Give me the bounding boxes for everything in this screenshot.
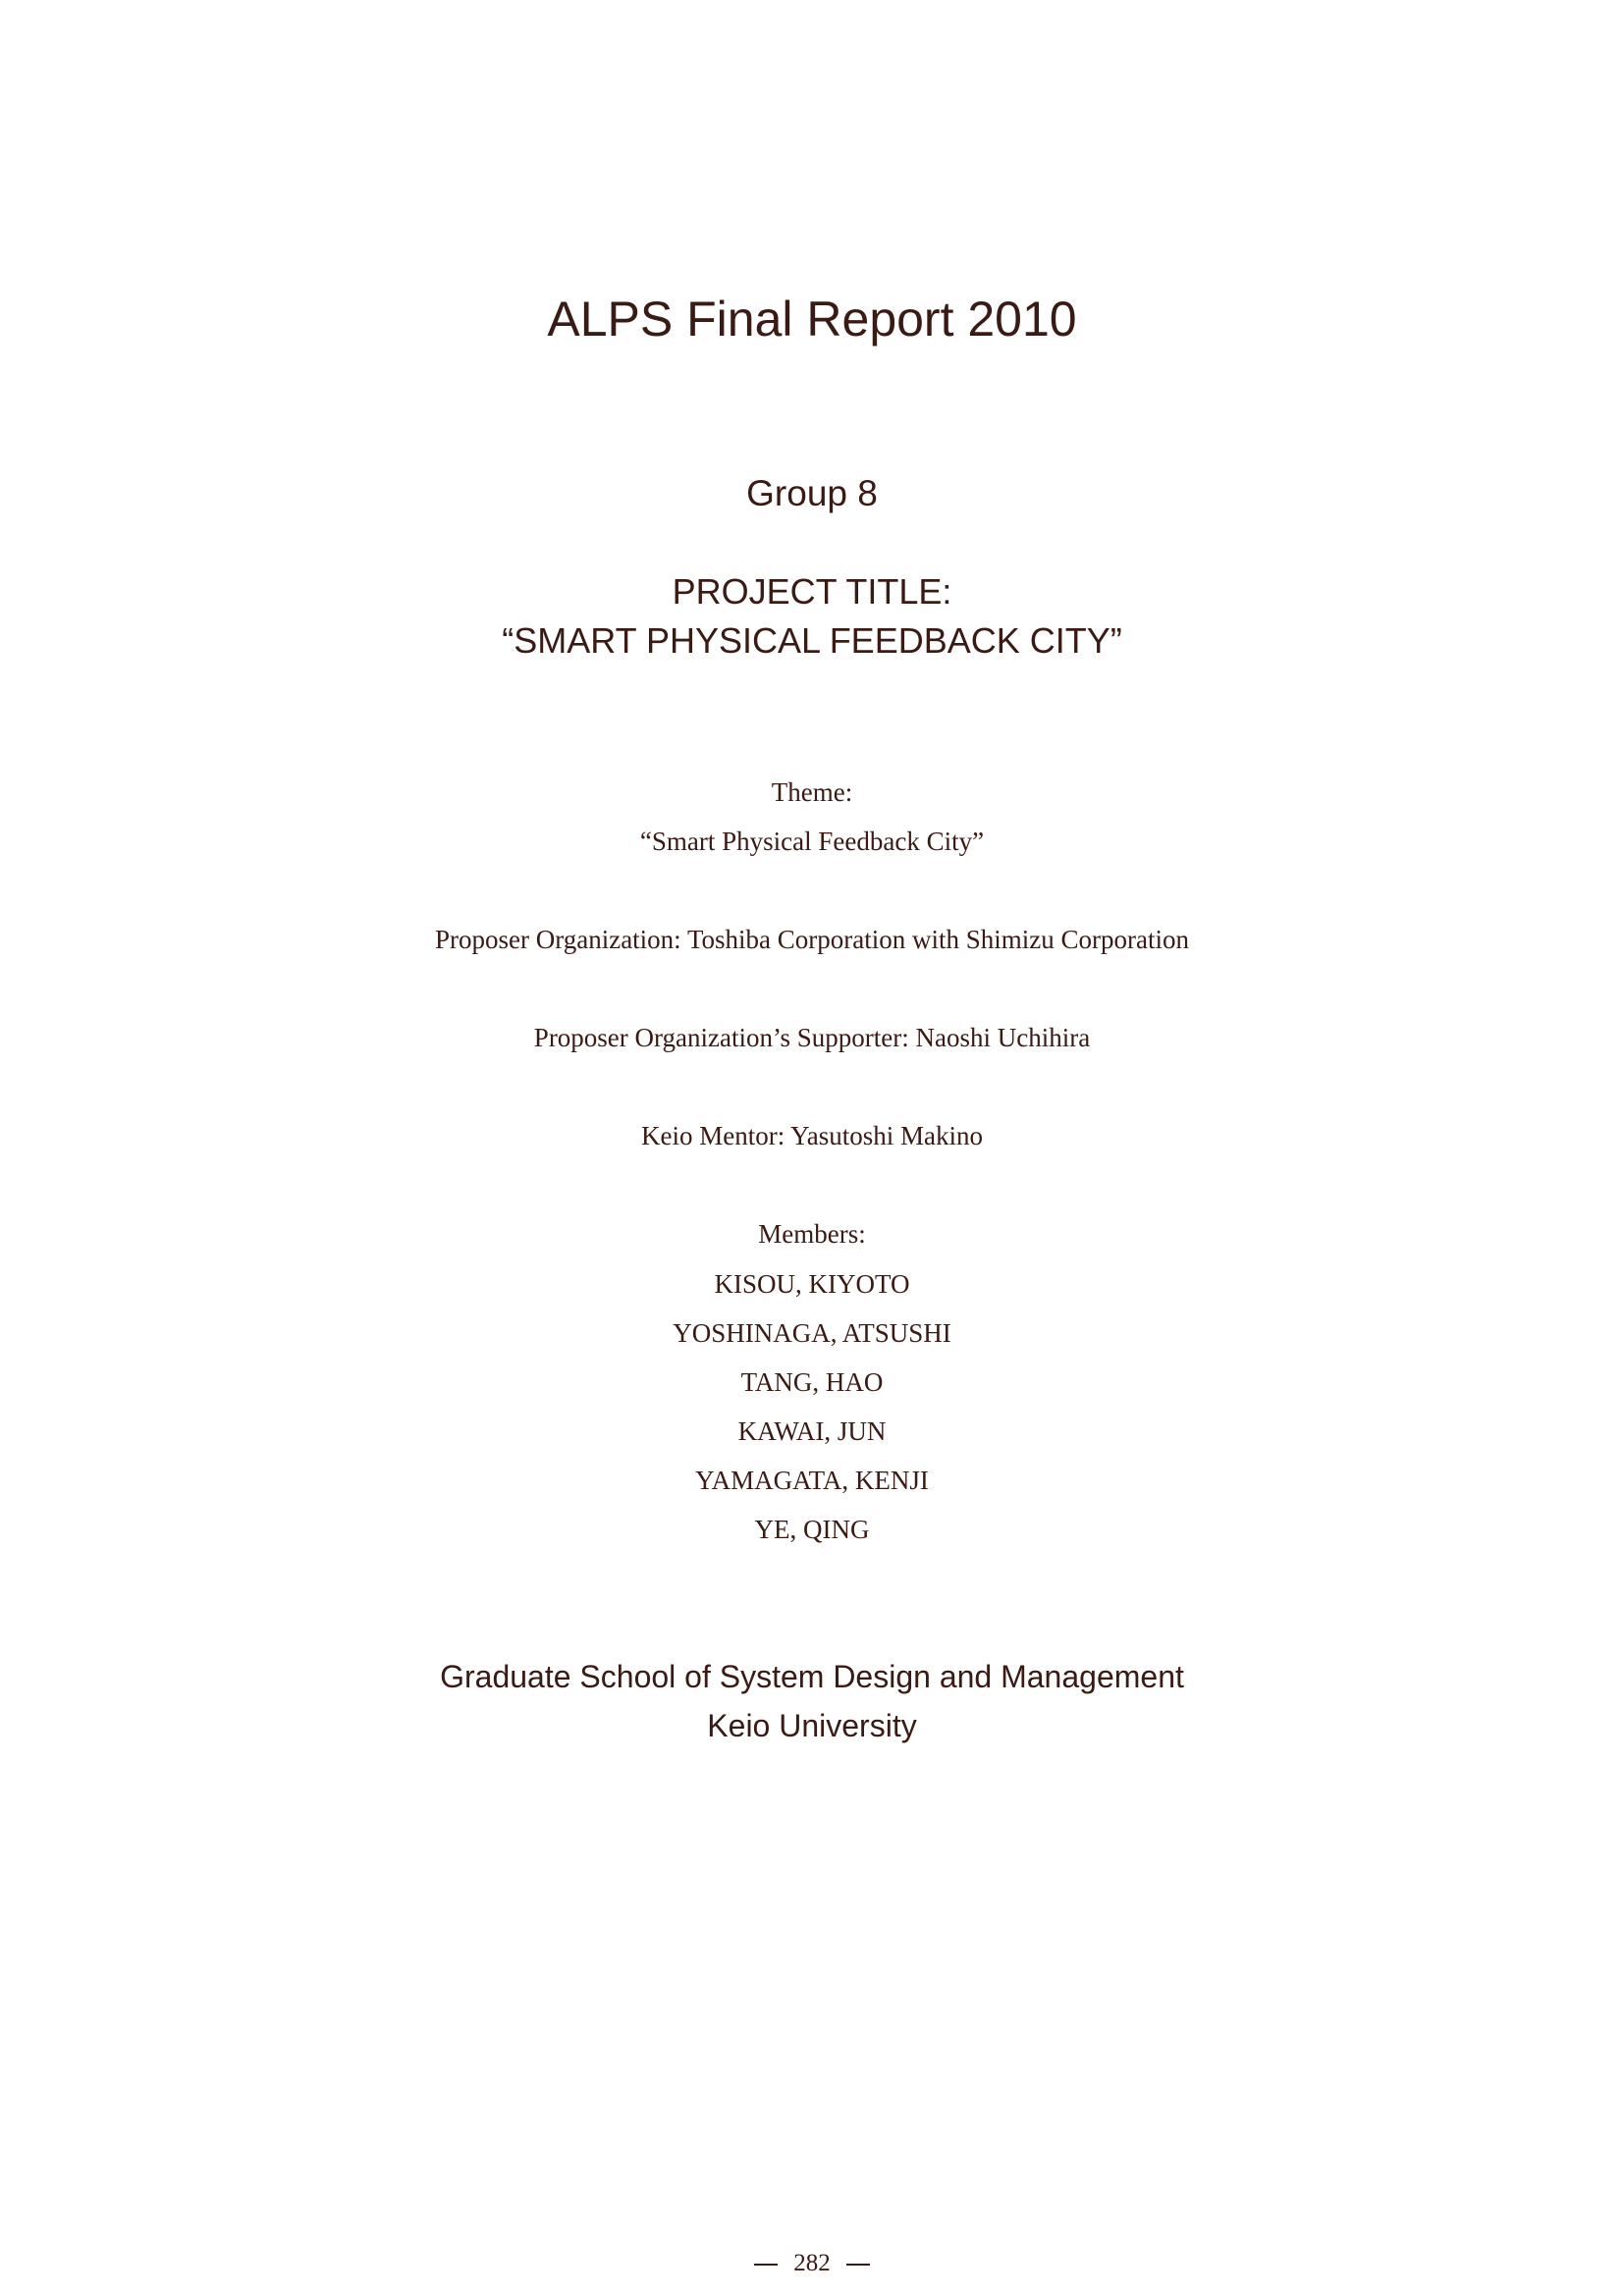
group-label: Group 8 (746, 473, 878, 513)
member-name: YOSHINAGA, ATSUSHI (673, 1318, 951, 1348)
member-name: KAWAI, JUN (737, 1416, 887, 1446)
members-list (0, 1268, 1624, 1563)
members-label: Members: (758, 1219, 866, 1249)
school-name: Graduate School of System Design and Management (440, 1659, 1184, 1694)
project-title: “SMART PHYSICAL FEEDBACK CITY” (502, 620, 1122, 661)
keio-mentor: Keio Mentor: Yasutoshi Makino (640, 1121, 983, 1150)
project-title-label: PROJECT TITLE: (672, 571, 952, 612)
dash-left (754, 2264, 778, 2266)
proposer-organization: Proposer Organization: Toshiba Corporation with Shimizu Corporation (434, 925, 1190, 954)
university-name: Keio University (707, 1708, 917, 1743)
proposer-supporter: Proposer Organization’s Supporter: Naoshi Uchihira (533, 1023, 1091, 1052)
member-name: TANG, HAO (740, 1367, 884, 1397)
page-number: 282 (793, 2250, 831, 2276)
member-name: YE, QING (754, 1515, 870, 1544)
member-name: KISOU, KIYOTO (714, 1269, 910, 1299)
dash-right (846, 2264, 870, 2266)
theme-value: “Smart Physical Feedback City” (639, 827, 985, 856)
report-title: ALPS Final Report 2010 (547, 292, 1077, 347)
member-name: YAMAGATA, KENJI (695, 1466, 929, 1495)
page-number-footer (0, 2250, 1624, 2277)
theme-label: Theme: (771, 777, 853, 807)
